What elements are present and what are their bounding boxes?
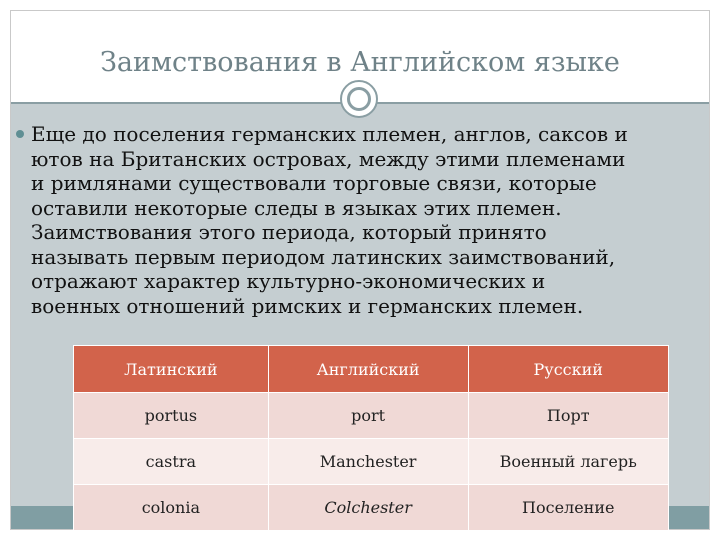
divider-inner-ring <box>347 87 371 111</box>
cell-latin: colonia <box>74 485 269 531</box>
body-line: военных отношений римских и германских племен. <box>31 293 584 318</box>
header-latin: Латинский <box>74 346 269 393</box>
divider-circle-icon <box>340 80 378 118</box>
cell-russian: Порт <box>468 393 668 439</box>
cell-russian: Военный лагерь <box>468 439 668 485</box>
body-line: называть первым периодом латинских заимствований, <box>31 244 616 269</box>
cell-english: Manchester <box>268 439 468 485</box>
cell-latin: portus <box>74 393 269 439</box>
table-row <box>74 439 669 485</box>
cell-russian: Поселение <box>468 485 668 531</box>
slide-title: Заимствования в Английском языке <box>100 47 620 78</box>
header-english: Английский <box>268 346 468 393</box>
table-header-row <box>74 346 669 393</box>
table-row <box>74 485 669 531</box>
body-paragraph <box>31 122 691 318</box>
body-line: Заимствования этого периода, который принято <box>31 220 547 244</box>
body-line: и римлянами существовали торговые связи, которые <box>31 171 597 195</box>
borrowings-table <box>73 345 669 531</box>
body-line: отражают характер культурно-экономических и <box>31 269 546 293</box>
cell-english: port <box>268 393 468 439</box>
cell-latin: castra <box>74 439 269 485</box>
body-line: Еще до поселения германских племен, англов, саксов и <box>31 122 628 146</box>
body-line: ютов на Британских островах, между этими племенами <box>31 146 626 171</box>
cell-english: Colchester <box>268 485 468 531</box>
table-row <box>74 393 669 439</box>
body-line: оставили некоторые следы в языках этих племен. <box>31 195 562 220</box>
bullet-icon <box>16 130 24 138</box>
header-russian: Русский <box>468 346 668 393</box>
